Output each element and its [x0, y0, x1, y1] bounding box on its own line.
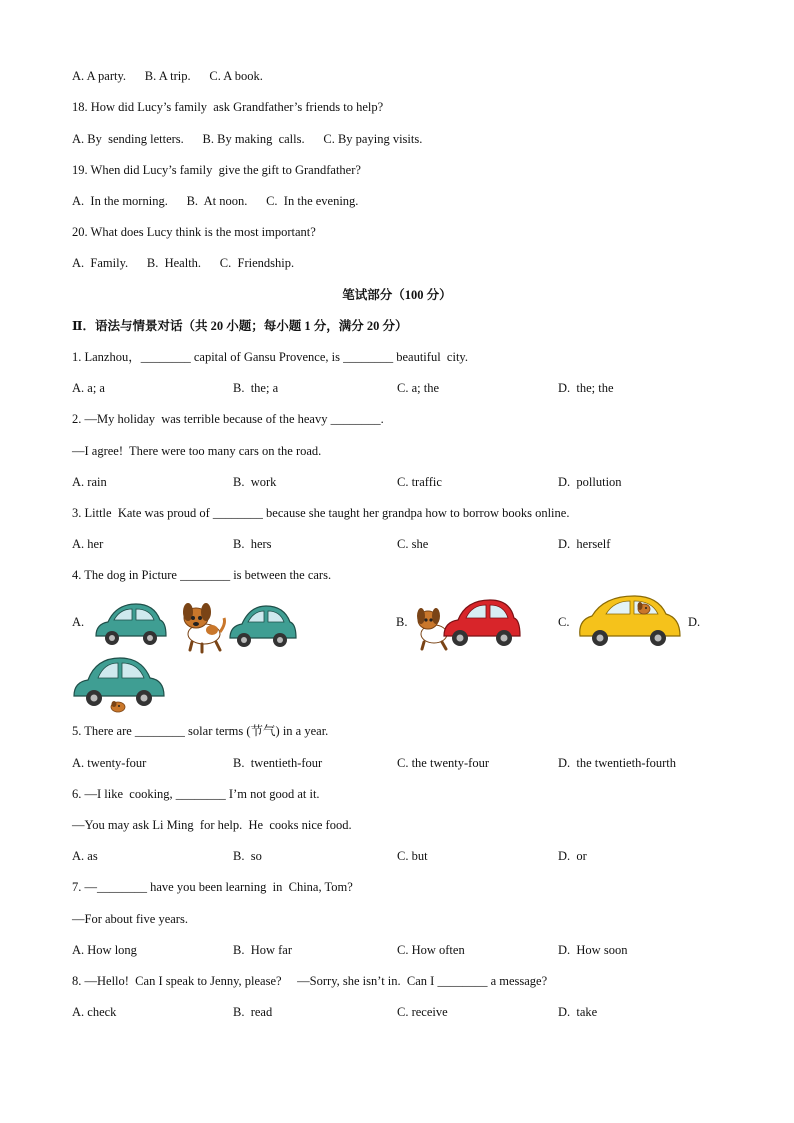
- q19-options: A. In the morning. B. At noon. C. In the evening.: [72, 194, 359, 208]
- q7-option-c: C. How often: [397, 943, 465, 957]
- question-4-stem: 4. The dog in Picture ________ is between the cars.: [72, 568, 332, 582]
- question-6-reply: —You may ask Li Ming for help. He cooks nice food.: [72, 818, 352, 832]
- q6-option-d: D. or: [558, 849, 587, 863]
- q2-option-c: C. traffic: [397, 475, 442, 489]
- q6-option-c: C. but: [397, 849, 428, 863]
- dog-icon: [183, 603, 225, 652]
- dog-icon: [417, 608, 447, 649]
- teal-car-right: [230, 606, 296, 647]
- q1-option-b: B. the; a: [233, 381, 279, 395]
- picture-a-dog-between-cars: [92, 598, 302, 654]
- q6-option-b: B. so: [233, 849, 262, 863]
- q3-option-b: B. hers: [233, 537, 272, 551]
- teal-car-left: [96, 604, 166, 645]
- q17-options: A. A party. B. A trip. C. A book.: [72, 69, 263, 83]
- question-2-stem: 2. —My holiday was terrible because of the heavy ________.: [72, 412, 384, 426]
- q5-option-a: A. twenty-four: [72, 756, 147, 770]
- q1-option-c: C. a; the: [397, 381, 440, 395]
- section-grammar-title: Ⅱ．语法与情景对话（共 20 小题；每小题 1 分，满分 20 分）: [72, 319, 408, 333]
- question-7-stem: 7. —________ have you been learning in China, Tom?: [72, 880, 353, 894]
- question-8-stem: 8. —Hello! Can I speak to Jenny, please? —Sorry, she isn’t in. Can I ________ a message?: [72, 974, 548, 988]
- q3-option-c: C. she: [397, 537, 429, 551]
- section-written-title: 笔试部分（100 分）: [342, 288, 452, 302]
- picture-b-dog-beside-red-car: [414, 590, 524, 652]
- q20-options: A. Family. B. Health. C. Friendship.: [72, 256, 295, 270]
- q8-option-c: C. receive: [397, 1005, 448, 1019]
- q2-option-b: B. work: [233, 475, 277, 489]
- q4-option-a: A.: [72, 615, 85, 629]
- q19-stem: 19. When did Lucy’s family give the gift to Grandfather?: [72, 163, 361, 177]
- question-3-stem: 3. Little Kate was proud of ________ because she taught her grandpa how to borrow books online.: [72, 506, 570, 520]
- question-2-reply: —I agree! There were too many cars on the road.: [72, 444, 322, 458]
- dog-icon: [111, 701, 125, 712]
- picture-d-dog-under-car: [72, 652, 168, 714]
- q2-option-d: D. pollution: [558, 475, 622, 489]
- q1-option-d: D. the; the: [558, 381, 614, 395]
- q7-option-d: D. How soon: [558, 943, 628, 957]
- q4-option-b: B.: [396, 615, 408, 629]
- question-6-stem: 6. —I like cooking, ________ I’m not good at it.: [72, 787, 320, 801]
- q8-option-b: B. read: [233, 1005, 273, 1019]
- picture-c-dog-in-yellow-car: [576, 590, 684, 654]
- q7-option-a: A. How long: [72, 943, 137, 957]
- teal-car: [74, 658, 164, 706]
- q2-option-a: A. rain: [72, 475, 107, 489]
- q7-option-b: B. How far: [233, 943, 293, 957]
- yellow-car: [580, 596, 680, 646]
- q3-option-d: D. herself: [558, 537, 611, 551]
- q18-options: A. By sending letters. B. By making calls. C. By paying visits.: [72, 132, 423, 146]
- question-1-stem: 1. Lanzhou，________ capital of Gansu Provence, is ________ beautiful city.: [72, 350, 468, 364]
- q20-stem: 20. What does Lucy think is the most important?: [72, 225, 316, 239]
- q18-stem: 18. How did Lucy’s family ask Grandfather’s friends to help?: [72, 100, 384, 114]
- question-7-reply: —For about five years.: [72, 912, 188, 926]
- q5-option-d: D. the twentieth-fourth: [558, 756, 677, 770]
- q3-option-a: A. her: [72, 537, 104, 551]
- q1-option-a: A. a; a: [72, 381, 105, 395]
- q8-option-d: D. take: [558, 1005, 598, 1019]
- q4-option-c: C.: [558, 615, 570, 629]
- question-5-stem: 5. There are ________ solar terms (节气) in a year.: [72, 724, 329, 738]
- q4-option-d: D.: [688, 615, 701, 629]
- q5-option-c: C. the twenty-four: [397, 756, 489, 770]
- q5-option-b: B. twentieth-four: [233, 756, 323, 770]
- q6-option-a: A. as: [72, 849, 98, 863]
- red-car: [444, 600, 520, 646]
- q8-option-a: A. check: [72, 1005, 117, 1019]
